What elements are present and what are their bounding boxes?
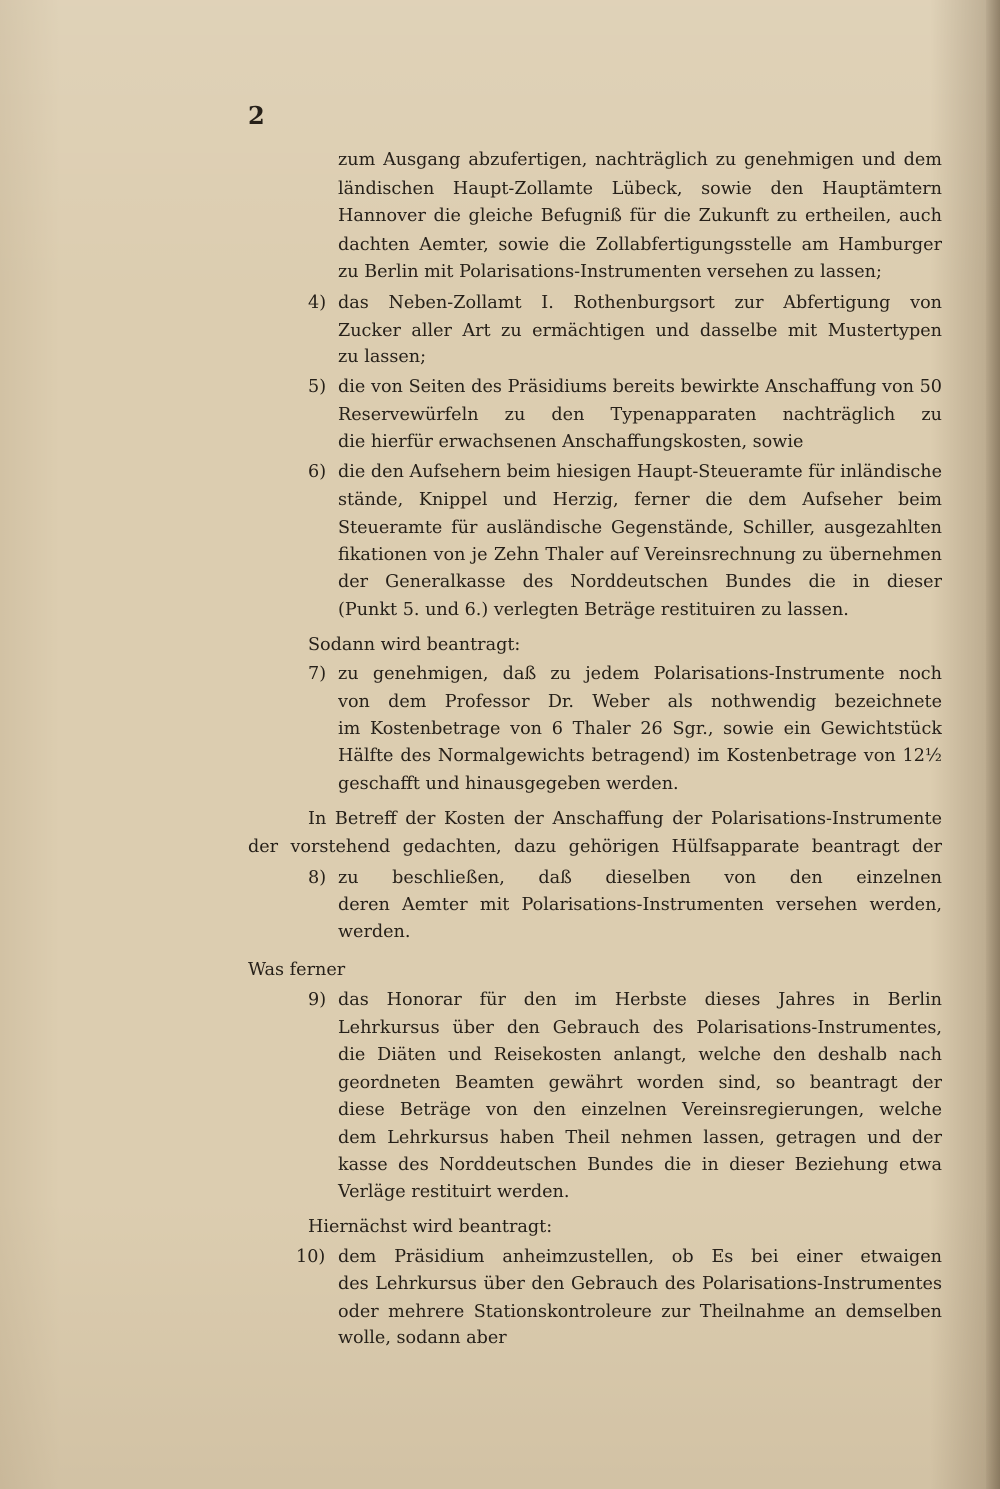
text-line: zu lassen; bbox=[338, 347, 427, 367]
text-line: dem Präsidium anheimzustellen, ob Es bei einer etwaigen bbox=[338, 1247, 942, 1267]
text-line: Zucker aller Art zu ermächtigen und dasselbe mit Mustertypen bbox=[338, 321, 942, 341]
text-line: ländischen Haupt-Zollamte Lübeck, sowie den Hauptämtern bbox=[338, 179, 942, 199]
text-line: fikationen von je Zehn Thaler auf Vereinsrechnung zu übernehmen bbox=[338, 545, 942, 565]
text-line: im Kostenbetrage von 6 Thaler 26 Sgr., sowie ein Gewichtstück bbox=[338, 719, 942, 739]
text-line: oder mehrere Stationskontroleure zur Theilnahme an demselben bbox=[338, 1302, 942, 1322]
list-item-number: 6) bbox=[308, 462, 327, 482]
text-line: wolle, sodann aber bbox=[338, 1328, 507, 1348]
text-line: (Punkt 5. und 6.) verlegten Beträge restituiren zu lassen. bbox=[338, 600, 849, 620]
text-line: die Diäten und Reisekosten anlangt, welche den deshalb nach bbox=[338, 1045, 942, 1065]
text-line: zum Ausgang abzufertigen, nachträglich zu genehmigen und dem bbox=[338, 150, 942, 170]
list-item-number: 4) bbox=[308, 293, 327, 313]
text-line: geordneten Beamten gewährt worden sind, so beantragt der bbox=[338, 1073, 942, 1093]
text-line: geschafft und hinausgegeben werden. bbox=[338, 774, 679, 794]
text-line: die hierfür erwachsenen Anschaffungskosten, sowie bbox=[338, 432, 804, 452]
text-line: zu beschließen, daß dieselben von den einzelnen bbox=[338, 868, 942, 888]
text-line: des Lehrkursus über den Gebrauch des Polarisations-Instrumentes bbox=[338, 1274, 942, 1294]
text-line: der vorstehend gedachten, dazu gehörigen Hülfsapparate beantragt der bbox=[248, 837, 942, 857]
list-item-number: 10) bbox=[296, 1247, 326, 1267]
text-line: zu genehmigen, daß zu jedem Polarisations-Instrumente noch bbox=[338, 664, 942, 684]
list-item-number: 8) bbox=[308, 868, 327, 888]
text-line: dem Lehrkursus haben Theil nehmen lassen, getragen und der bbox=[338, 1128, 942, 1148]
text-line: Verläge restituirt werden. bbox=[338, 1182, 570, 1202]
text-line: stände, Knippel und Herzig, ferner die dem Aufseher beim bbox=[338, 490, 942, 510]
text-line: das Honorar für den im Herbste dieses Jahres in Berlin bbox=[338, 990, 942, 1010]
page-edge-shadow bbox=[986, 0, 1000, 1489]
text-line: zu Berlin mit Polarisations-Instrumenten versehen zu lassen; bbox=[338, 262, 882, 282]
text-line: deren Aemter mit Polarisations-Instrumenten versehen werden, bbox=[338, 895, 942, 915]
text-line: Hiernächst wird beantragt: bbox=[308, 1217, 553, 1237]
text-line: das Neben-Zollamt I. Rothenburgsort zur Abfertigung von bbox=[338, 293, 942, 313]
page-number: 2 bbox=[248, 101, 265, 130]
text-line: Hannover die gleiche Befugniß für die Zukunft zu ertheilen, auch bbox=[338, 206, 942, 226]
text-line: Steueramte für ausländische Gegenstände, Schiller, ausgezahlten bbox=[338, 518, 942, 538]
text-line: diese Beträge von den einzelnen Vereinsregierungen, welche bbox=[338, 1100, 942, 1120]
text-line: dachten Aemter, sowie die Zollabfertigungsstelle am Hamburger bbox=[338, 235, 942, 255]
list-item-number: 7) bbox=[308, 664, 327, 684]
text-line: von dem Professor Dr. Weber als nothwendig bezeichnete bbox=[338, 692, 942, 712]
text-line: der Generalkasse des Norddeutschen Bundes die in dieser bbox=[338, 572, 942, 592]
text-line: Reservewürfeln zu den Typenapparaten nachträglich zu bbox=[338, 405, 942, 425]
text-line: Sodann wird beantragt: bbox=[308, 635, 521, 655]
list-item-number: 5) bbox=[308, 377, 327, 397]
text-line: kasse des Norddeutschen Bundes die in dieser Beziehung etwa bbox=[338, 1155, 942, 1175]
text-line: werden. bbox=[338, 922, 411, 942]
text-line: In Betreff der Kosten der Anschaffung der Polarisations-Instrumente bbox=[308, 809, 942, 829]
text-line: Lehrkursus über den Gebrauch des Polarisations-Instrumentes, bbox=[338, 1018, 942, 1038]
text-line: die von Seiten des Präsidiums bereits bewirkte Anschaffung von 50 bbox=[338, 377, 942, 397]
text-line: Hälfte des Normalgewichts betragend) im Kostenbetrage von 12½ bbox=[338, 746, 942, 766]
list-item-number: 9) bbox=[308, 990, 327, 1010]
text-line: Was ferner bbox=[248, 960, 346, 980]
text-line: die den Aufsehern beim hiesigen Haupt-Steueramte für inländische bbox=[338, 462, 942, 482]
